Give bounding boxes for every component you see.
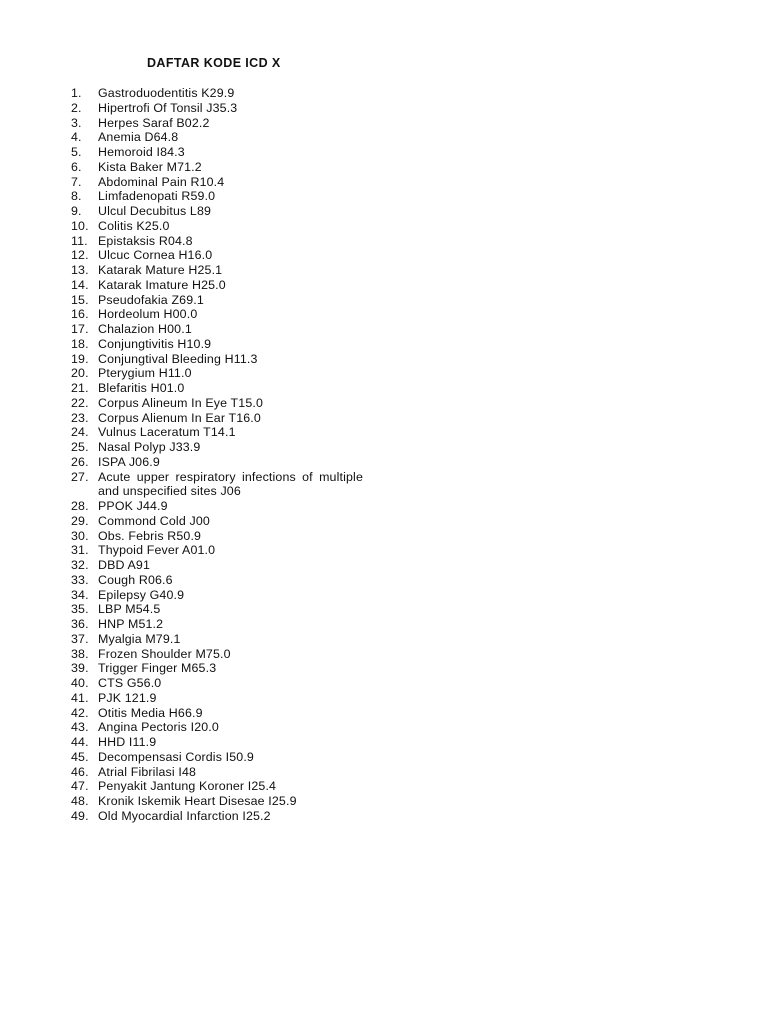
item-text: Herpes Saraf B02.2 [98, 115, 210, 130]
item-text: Decompensasi Cordis I50.9 [98, 749, 254, 764]
item-text: CTS G56.0 [98, 676, 162, 690]
item-number: 12. [71, 248, 89, 263]
list-item [71, 248, 363, 263]
item-number: 22. [71, 395, 89, 410]
item-number: 26. [71, 454, 89, 469]
item-number: 13. [71, 263, 89, 277]
item-number: 17. [71, 322, 89, 336]
list-item [71, 573, 363, 588]
item-number: 15. [71, 292, 89, 307]
item-text: Frozen Shoulder M75.0 [98, 646, 231, 661]
item-number: 1. [71, 86, 82, 100]
item-number: 7. [71, 174, 82, 189]
item-number: 16. [71, 307, 89, 322]
list-item [71, 204, 363, 219]
item-text: HHD I11.9 [98, 735, 157, 749]
list-item [71, 219, 363, 234]
item-number: 24. [71, 425, 89, 440]
item-number: 19. [71, 351, 89, 366]
item-number: 31. [71, 543, 89, 558]
item-text: Pseudofakia Z69.1 [98, 292, 204, 307]
item-number: 3. [71, 115, 82, 130]
list-item [71, 794, 363, 809]
item-number: 2. [71, 100, 82, 115]
list-item [71, 720, 363, 735]
item-text: Ulcuc Cornea H16.0 [98, 248, 213, 263]
item-text: HNP M51.2 [98, 617, 164, 631]
list-item [71, 234, 363, 249]
item-number: 25. [71, 440, 89, 454]
item-number: 42. [71, 705, 89, 720]
item-number: 10. [71, 218, 89, 233]
item-text: LBP M54.5 [98, 602, 161, 617]
list-item [71, 425, 363, 440]
list-item [71, 455, 363, 470]
item-text: Katarak Mature H25.1 [98, 263, 223, 277]
list-item [71, 706, 363, 721]
list-item [71, 263, 363, 278]
item-text: Kista Baker M71.2 [98, 159, 202, 174]
list-item [71, 779, 363, 794]
item-number: 46. [71, 764, 89, 779]
list-item [71, 352, 363, 367]
list-item [71, 514, 363, 529]
list-item [71, 499, 363, 514]
item-number: 34. [71, 587, 89, 602]
item-number: 9. [71, 204, 82, 218]
item-text: Hordeolum H00.0 [98, 307, 198, 322]
item-number: 37. [71, 631, 89, 646]
list-item [71, 189, 363, 204]
item-number: 30. [71, 528, 89, 543]
list-item [71, 322, 363, 337]
list-item [71, 809, 363, 824]
item-text: Kronik Iskemik Heart Disesae I25.9 [98, 794, 297, 808]
item-number: 38. [71, 646, 89, 661]
item-number: 49. [71, 808, 89, 823]
item-number: 18. [71, 336, 89, 351]
list-item [71, 647, 363, 662]
item-number: 21. [71, 381, 89, 395]
item-text: Thypoid Fever A01.0 [98, 543, 216, 558]
item-text: Abdominal Pain R10.4 [98, 174, 225, 189]
item-number: 20. [71, 366, 89, 381]
item-number: 47. [71, 779, 89, 794]
item-number: 8. [71, 189, 82, 204]
item-text: Epistaksis R04.8 [98, 233, 193, 248]
item-text: Atrial Fibrilasi I48 [98, 764, 197, 779]
list-item [71, 307, 363, 322]
item-text: Corpus Alineum In Eye T15.0 [98, 395, 263, 410]
document-title: DAFTAR KODE ICD X [147, 56, 281, 70]
item-text: Cough R06.6 [98, 572, 173, 587]
list-item [71, 765, 363, 780]
list-item [71, 175, 363, 190]
item-number: 36. [71, 617, 89, 631]
list-item [71, 588, 363, 603]
item-text: Hipertrofi Of Tonsil J35.3 [98, 100, 238, 115]
item-number: 23. [71, 410, 89, 425]
item-number: 28. [71, 499, 89, 513]
item-text: Otitis Media H66.9 [98, 705, 203, 720]
list-item [71, 381, 363, 396]
list-item [71, 160, 363, 175]
item-number: 11. [71, 233, 88, 248]
list-item [71, 101, 363, 116]
list-item [71, 543, 363, 558]
list-item [71, 676, 363, 691]
item-number: 44. [71, 735, 89, 749]
item-number: 40. [71, 676, 89, 690]
list-item [71, 366, 363, 381]
list-item [71, 632, 363, 647]
list-item [71, 86, 363, 101]
item-number: 6. [71, 159, 82, 174]
list-item [71, 293, 363, 308]
item-number: 27. [71, 469, 89, 484]
icd-code-list [71, 86, 363, 824]
list-item [71, 278, 363, 293]
item-text: Pterygium H11.0 [98, 366, 192, 381]
item-text: ISPA J06.9 [98, 454, 160, 469]
list-item [71, 145, 363, 160]
item-text: Blefaritis H01.0 [98, 381, 185, 395]
list-item [71, 130, 363, 145]
item-number: 43. [71, 720, 89, 735]
list-item [71, 750, 363, 765]
list-item [71, 337, 363, 352]
item-text: DBD A91 [98, 558, 151, 572]
item-number: 39. [71, 661, 89, 676]
item-number: 32. [71, 558, 89, 572]
item-text: Epilepsy G40.9 [98, 587, 185, 602]
item-text: Hemoroid I84.3 [98, 145, 185, 159]
list-item [71, 470, 363, 500]
item-text: Obs. Febris R50.9 [98, 528, 202, 543]
item-number: 5. [71, 145, 82, 159]
item-number: 33. [71, 572, 89, 587]
list-item [71, 440, 363, 455]
list-item [71, 558, 363, 573]
item-text: Colitis K25.0 [98, 218, 170, 233]
item-number: 4. [71, 130, 82, 145]
list-item [71, 602, 363, 617]
item-text: PPOK J44.9 [98, 499, 168, 513]
item-text: Trigger Finger M65.3 [98, 661, 217, 676]
item-number: 29. [71, 513, 89, 528]
item-text: Vulnus Laceratum T14.1 [98, 425, 236, 440]
item-text: Anemia D64.8 [98, 130, 179, 145]
item-number: 14. [71, 277, 89, 292]
item-text: Acute upper respiratory infections of multiple and unspecified sites J06 [98, 469, 363, 499]
item-text: Conjungtival Bleeding H11.3 [98, 351, 258, 366]
item-text: Limfadenopati R59.0 [98, 189, 216, 204]
item-text: Ulcul Decubitus L89 [98, 204, 212, 218]
item-text: Katarak Imature H25.0 [98, 277, 226, 292]
item-text: Penyakit Jantung Koroner I25.4 [98, 779, 277, 794]
item-number: 45. [71, 749, 89, 764]
item-text: Corpus Alienum In Ear T16.0 [98, 410, 261, 425]
item-text: Commond Cold J00 [98, 513, 210, 528]
item-text: Angina Pectoris I20.0 [98, 720, 219, 735]
item-number: 41. [71, 690, 89, 705]
item-number: 48. [71, 794, 89, 808]
item-text: Old Myocardial Infarction I25.2 [98, 808, 271, 823]
item-text: Gastroduodentitis K29.9 [98, 86, 235, 100]
list-item [71, 661, 363, 676]
list-item [71, 691, 363, 706]
item-text: PJK 121.9 [98, 690, 157, 705]
item-text: Myalgia M79.1 [98, 631, 181, 646]
list-item [71, 396, 363, 411]
list-item [71, 617, 363, 632]
item-text: Nasal Polyp J33.9 [98, 440, 201, 454]
list-item [71, 116, 363, 131]
item-text: Conjungtivitis H10.9 [98, 336, 212, 351]
item-text: Chalazion H00.1 [98, 322, 192, 336]
item-number: 35. [71, 602, 89, 617]
list-item [71, 529, 363, 544]
list-item [71, 735, 363, 750]
list-item [71, 411, 363, 426]
